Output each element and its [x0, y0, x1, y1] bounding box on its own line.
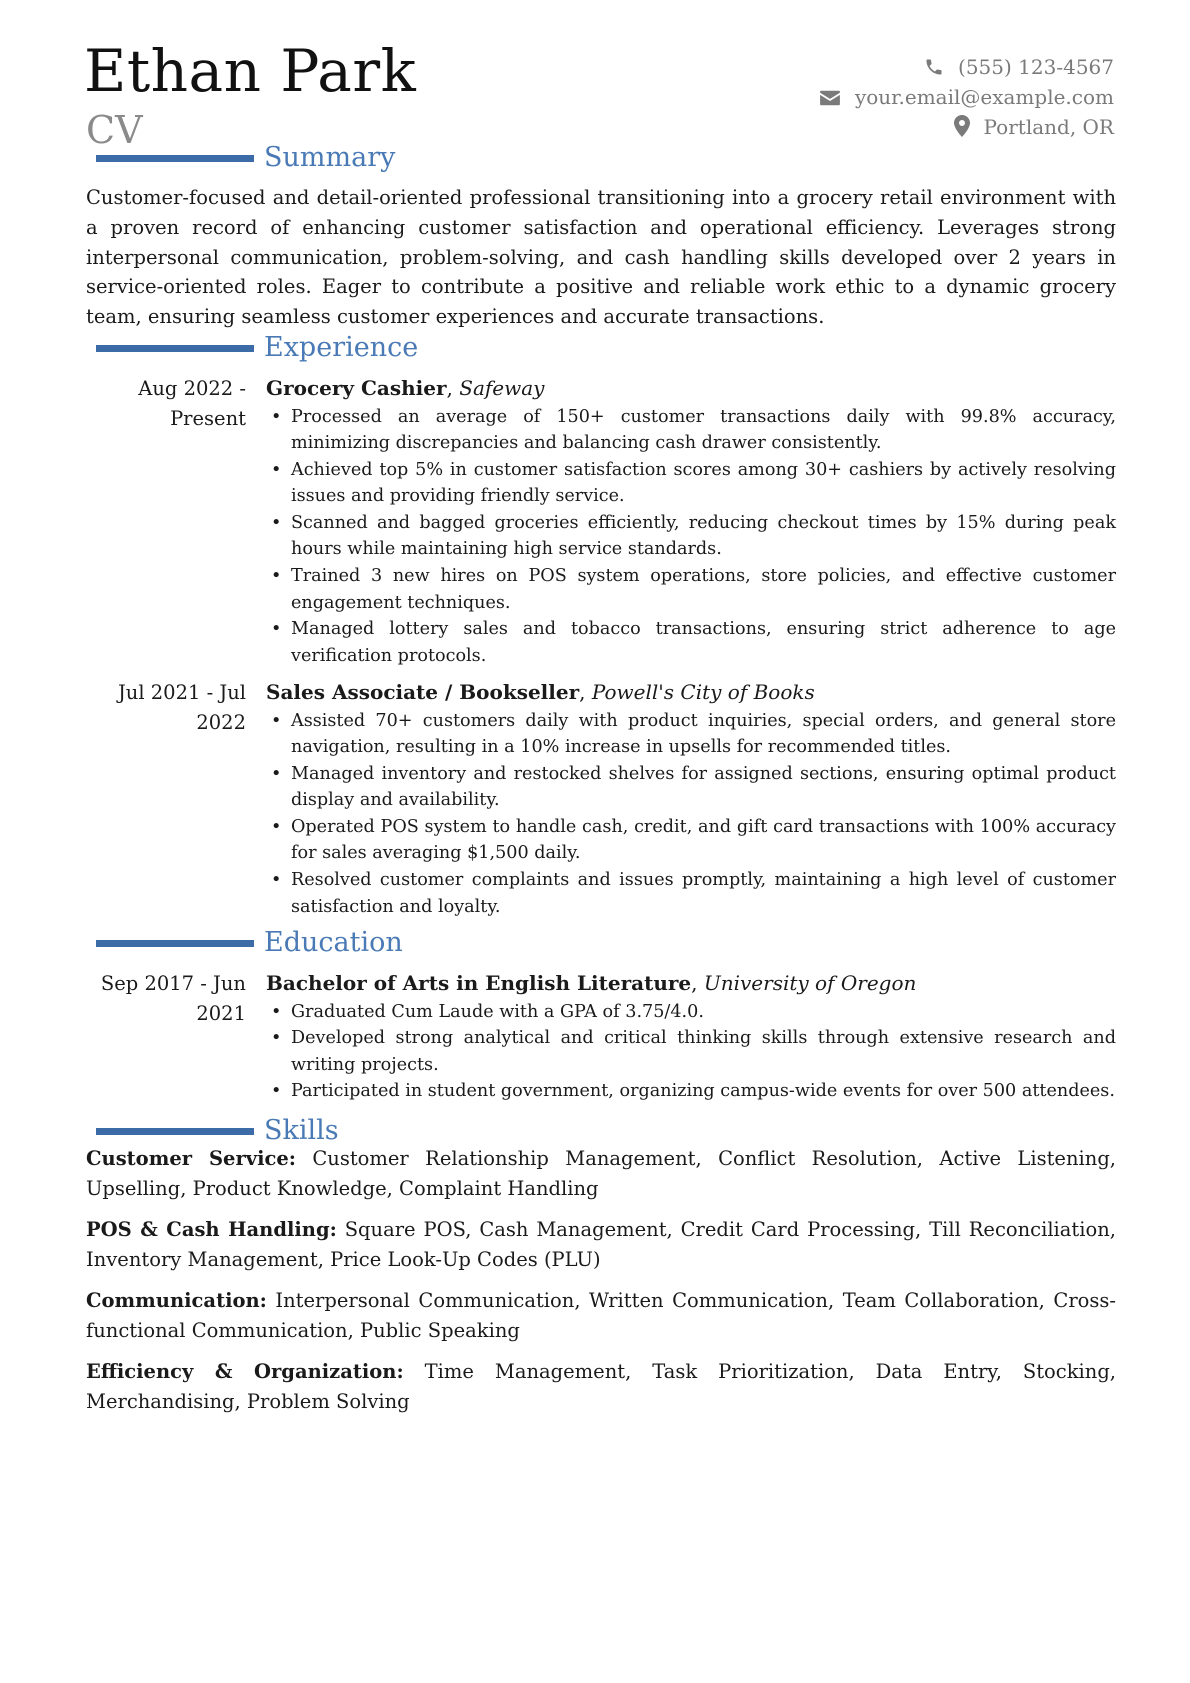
bullet-item: • Managed inventory and restocked shelves for assigned sections, ensuring optimal product display and availability.	[266, 761, 1116, 814]
skill-group	[86, 1286, 1116, 1345]
bullet-list	[266, 708, 1116, 921]
entry-body	[266, 374, 1116, 669]
entry-date: Sep 2017 - Jun 2021	[100, 972, 246, 1025]
entry-body	[266, 678, 1116, 920]
summary-text: Customer-focused and detail-oriented professional transitioning into a grocery retail environment with a proven record of enhancing customer satisfaction and operational efficiency. Leverages strong interpersonal communication, problem-solving, and cash handling skills developed over 2 years in service-oriented roles. Eager to contribute a positive and reliable work ethic to a dynamic grocery team, ensuring seamless customer experiences and accurate transactions.	[86, 186, 1116, 329]
section-rule	[96, 155, 254, 162]
skill-items: Time Management, Task Prioritization, Data Entry, Stocking, Merchandising, Problem Solving	[86, 1360, 1116, 1413]
skills-heading	[96, 1114, 339, 1148]
skill-group	[86, 1144, 1116, 1203]
bullet-list	[266, 404, 1116, 670]
bullet-item: • Participated in student government, organizing campus-wide events for over 500 attendees.	[266, 1078, 1116, 1105]
entry-date: Jul 2021 - Jul 2022	[117, 681, 246, 734]
phone-icon	[924, 57, 944, 77]
bullet-item: • Trained 3 new hires on POS system operations, store policies, and effective customer engagement techniques.	[266, 563, 1116, 616]
section-title: Experience	[264, 332, 419, 363]
skills-list	[86, 1144, 1116, 1428]
job-title: Grocery Cashier	[266, 376, 447, 400]
section-title: Skills	[264, 1115, 339, 1146]
entry-title: Sales Associate / Bookseller, Powell's City of Books	[266, 680, 815, 704]
contact-location	[819, 112, 1114, 142]
entry-title: Bachelor of Arts in English Literature, University of Oregon	[266, 971, 917, 995]
skill-label: Efficiency & Organization:	[86, 1360, 404, 1383]
section-title: Summary	[264, 142, 396, 173]
bullet-list	[266, 999, 1116, 1105]
contact-block	[819, 52, 1114, 142]
skill-label: Communication:	[86, 1289, 267, 1312]
bullet-item: • Assisted 70+ customers daily with product inquiries, special orders, and general store navigation, resulting in a 10% increase in upsells for recommended titles.	[266, 708, 1116, 761]
job-title: Sales Associate / Bookseller	[266, 680, 580, 704]
skill-items: Interpersonal Communication, Written Communication, Team Collaboration, Cross-functional Communication, Public Speaking	[86, 1289, 1116, 1342]
bullet-item: • Operated POS system to handle cash, credit, and gift card transactions with 100% accuracy for sales averaging $1,500 daily.	[266, 814, 1116, 867]
contact-phone	[819, 52, 1114, 82]
bullet-item: • Achieved top 5% in customer satisfaction scores among 30+ cashiers by actively resolving issues and providing friendly service.	[266, 457, 1116, 510]
entry-date: Aug 2022 - Present	[138, 377, 246, 430]
section-rule	[96, 940, 254, 947]
skill-label: POS & Cash Handling:	[86, 1218, 337, 1241]
bullet-item: • Graduated Cum Laude with a GPA of 3.75/4.0.	[266, 999, 1116, 1026]
phone-text: (555) 123-4567	[958, 55, 1114, 79]
candidate-name: Ethan Park	[84, 37, 417, 105]
email-text[interactable]: your.email@example.com	[854, 85, 1114, 109]
bullet-item: • Resolved customer complaints and issues promptly, maintaining a high level of customer satisfaction and loyalty.	[266, 867, 1116, 920]
skill-label: Customer Service:	[86, 1147, 296, 1170]
section-title: Education	[264, 927, 403, 958]
bullet-item: • Managed lottery sales and tobacco transactions, ensuring strict adherence to age verification protocols.	[266, 616, 1116, 669]
skill-group	[86, 1357, 1116, 1416]
section-rule	[96, 1128, 254, 1135]
skill-group	[86, 1215, 1116, 1274]
institution: University of Oregon	[703, 971, 917, 995]
skill-items: Square POS, Cash Management, Credit Card Processing, Till Reconciliation, Inventory Management, Price Look-Up Codes (PLU)	[86, 1218, 1116, 1271]
employer: Powell's City of Books	[591, 680, 815, 704]
entry-body	[266, 969, 1116, 1105]
contact-email[interactable]	[819, 82, 1114, 112]
section-rule	[96, 345, 254, 352]
document-subtitle: CV	[86, 108, 143, 152]
entry-title: Grocery Cashier, Safeway	[266, 376, 545, 400]
skill-items: Customer Relationship Management, Conflict Resolution, Active Listening, Upselling, Product Knowledge, Complaint Handling	[86, 1147, 1116, 1200]
degree-title: Bachelor of Arts in English Literature	[266, 971, 692, 995]
map-pin-icon	[954, 115, 970, 137]
experience-heading	[96, 331, 418, 365]
summary-heading	[96, 141, 395, 175]
location-text: Portland, OR	[983, 115, 1114, 139]
bullet-item: • Scanned and bagged groceries efficiently, reducing checkout times by 15% during peak hours while maintaining high service standards.	[266, 510, 1116, 563]
employer: Safeway	[459, 376, 545, 400]
education-heading	[96, 926, 403, 960]
bullet-item: • Processed an average of 150+ customer transactions daily with 99.8% accuracy, minimizing discrepancies and balancing cash drawer consistently.	[266, 404, 1116, 457]
bullet-item: • Developed strong analytical and critical thinking skills through extensive research and writing projects.	[266, 1025, 1116, 1078]
envelope-icon	[819, 89, 841, 107]
